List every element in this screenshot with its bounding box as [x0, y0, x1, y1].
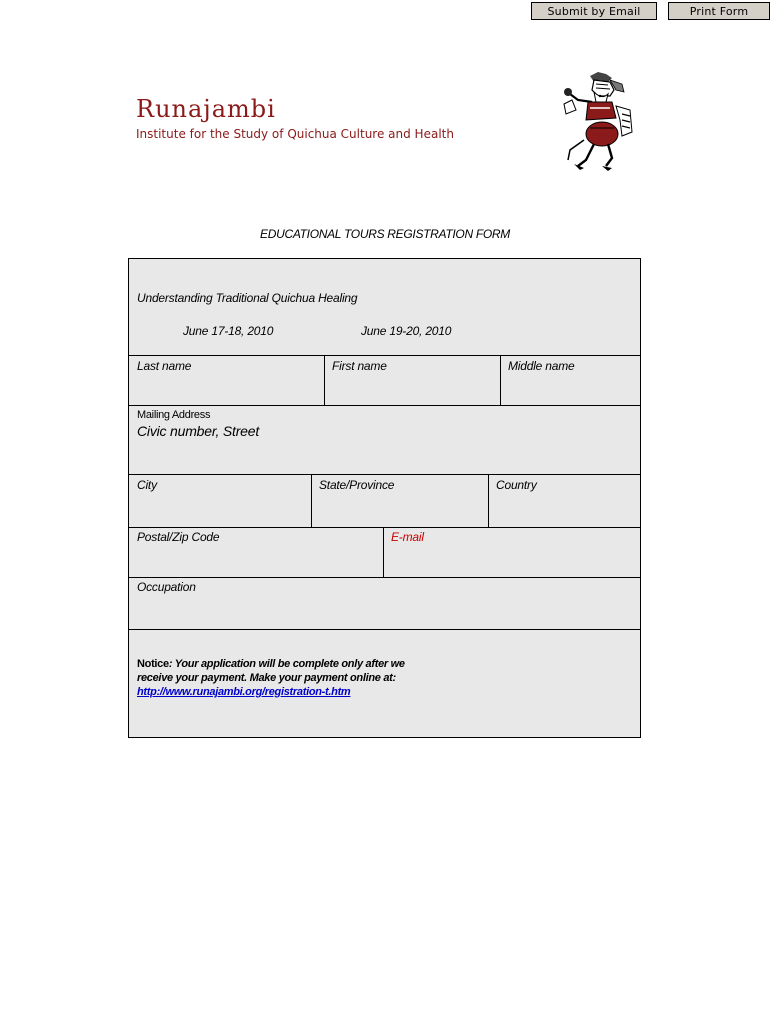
first-name-label: First name	[332, 359, 387, 373]
brand-subtitle: Institute for the Study of Quichua Culture and Health	[136, 127, 454, 141]
occupation-field[interactable]	[135, 599, 639, 625]
middle-name-field[interactable]	[505, 377, 639, 401]
city-label: City	[137, 478, 157, 492]
last-name-label: Last name	[137, 359, 192, 373]
street-field[interactable]	[135, 443, 639, 471]
date-option-1[interactable]: June 17-18, 2010	[183, 324, 274, 338]
street-label: Civic number, Street	[137, 423, 260, 439]
email-label: E-mail	[391, 530, 424, 544]
occupation-label: Occupation	[137, 580, 196, 594]
state-province-label: State/Province	[319, 478, 395, 492]
state-province-field[interactable]	[316, 497, 488, 523]
form-title: EDUCATIONAL TOURS REGISTRATION FORM	[260, 227, 510, 241]
print-form-button[interactable]: Print Form	[668, 2, 770, 20]
last-name-field[interactable]	[135, 377, 323, 401]
course-title: Understanding Traditional Quichua Healing	[137, 291, 358, 305]
postal-zip-field[interactable]	[135, 549, 383, 573]
registration-link[interactable]: http://www.runajambi.org/registration-t.htm	[137, 686, 351, 698]
country-label: Country	[496, 478, 537, 492]
email-field[interactable]	[388, 549, 639, 573]
city-field[interactable]	[135, 497, 311, 523]
middle-name-label: Middle name	[508, 359, 575, 373]
registration-form	[128, 258, 641, 738]
brand-name: Runajambi	[136, 95, 276, 123]
first-name-field[interactable]	[329, 377, 499, 401]
country-field[interactable]	[493, 497, 639, 523]
submit-by-email-button[interactable]: Submit by Email	[531, 2, 657, 20]
postal-zip-label: Postal/Zip Code	[137, 530, 220, 544]
date-option-2[interactable]: June 19-20, 2010	[361, 324, 452, 338]
mailing-address-label: Mailing Address	[137, 409, 211, 421]
notice-text: : Your application will be complete only after we receive your payment. Make your payment online at:	[137, 658, 405, 684]
quichua-figure-logo-icon	[550, 70, 645, 175]
notice-prefix: Notice	[137, 658, 169, 670]
payment-notice	[137, 657, 437, 699]
